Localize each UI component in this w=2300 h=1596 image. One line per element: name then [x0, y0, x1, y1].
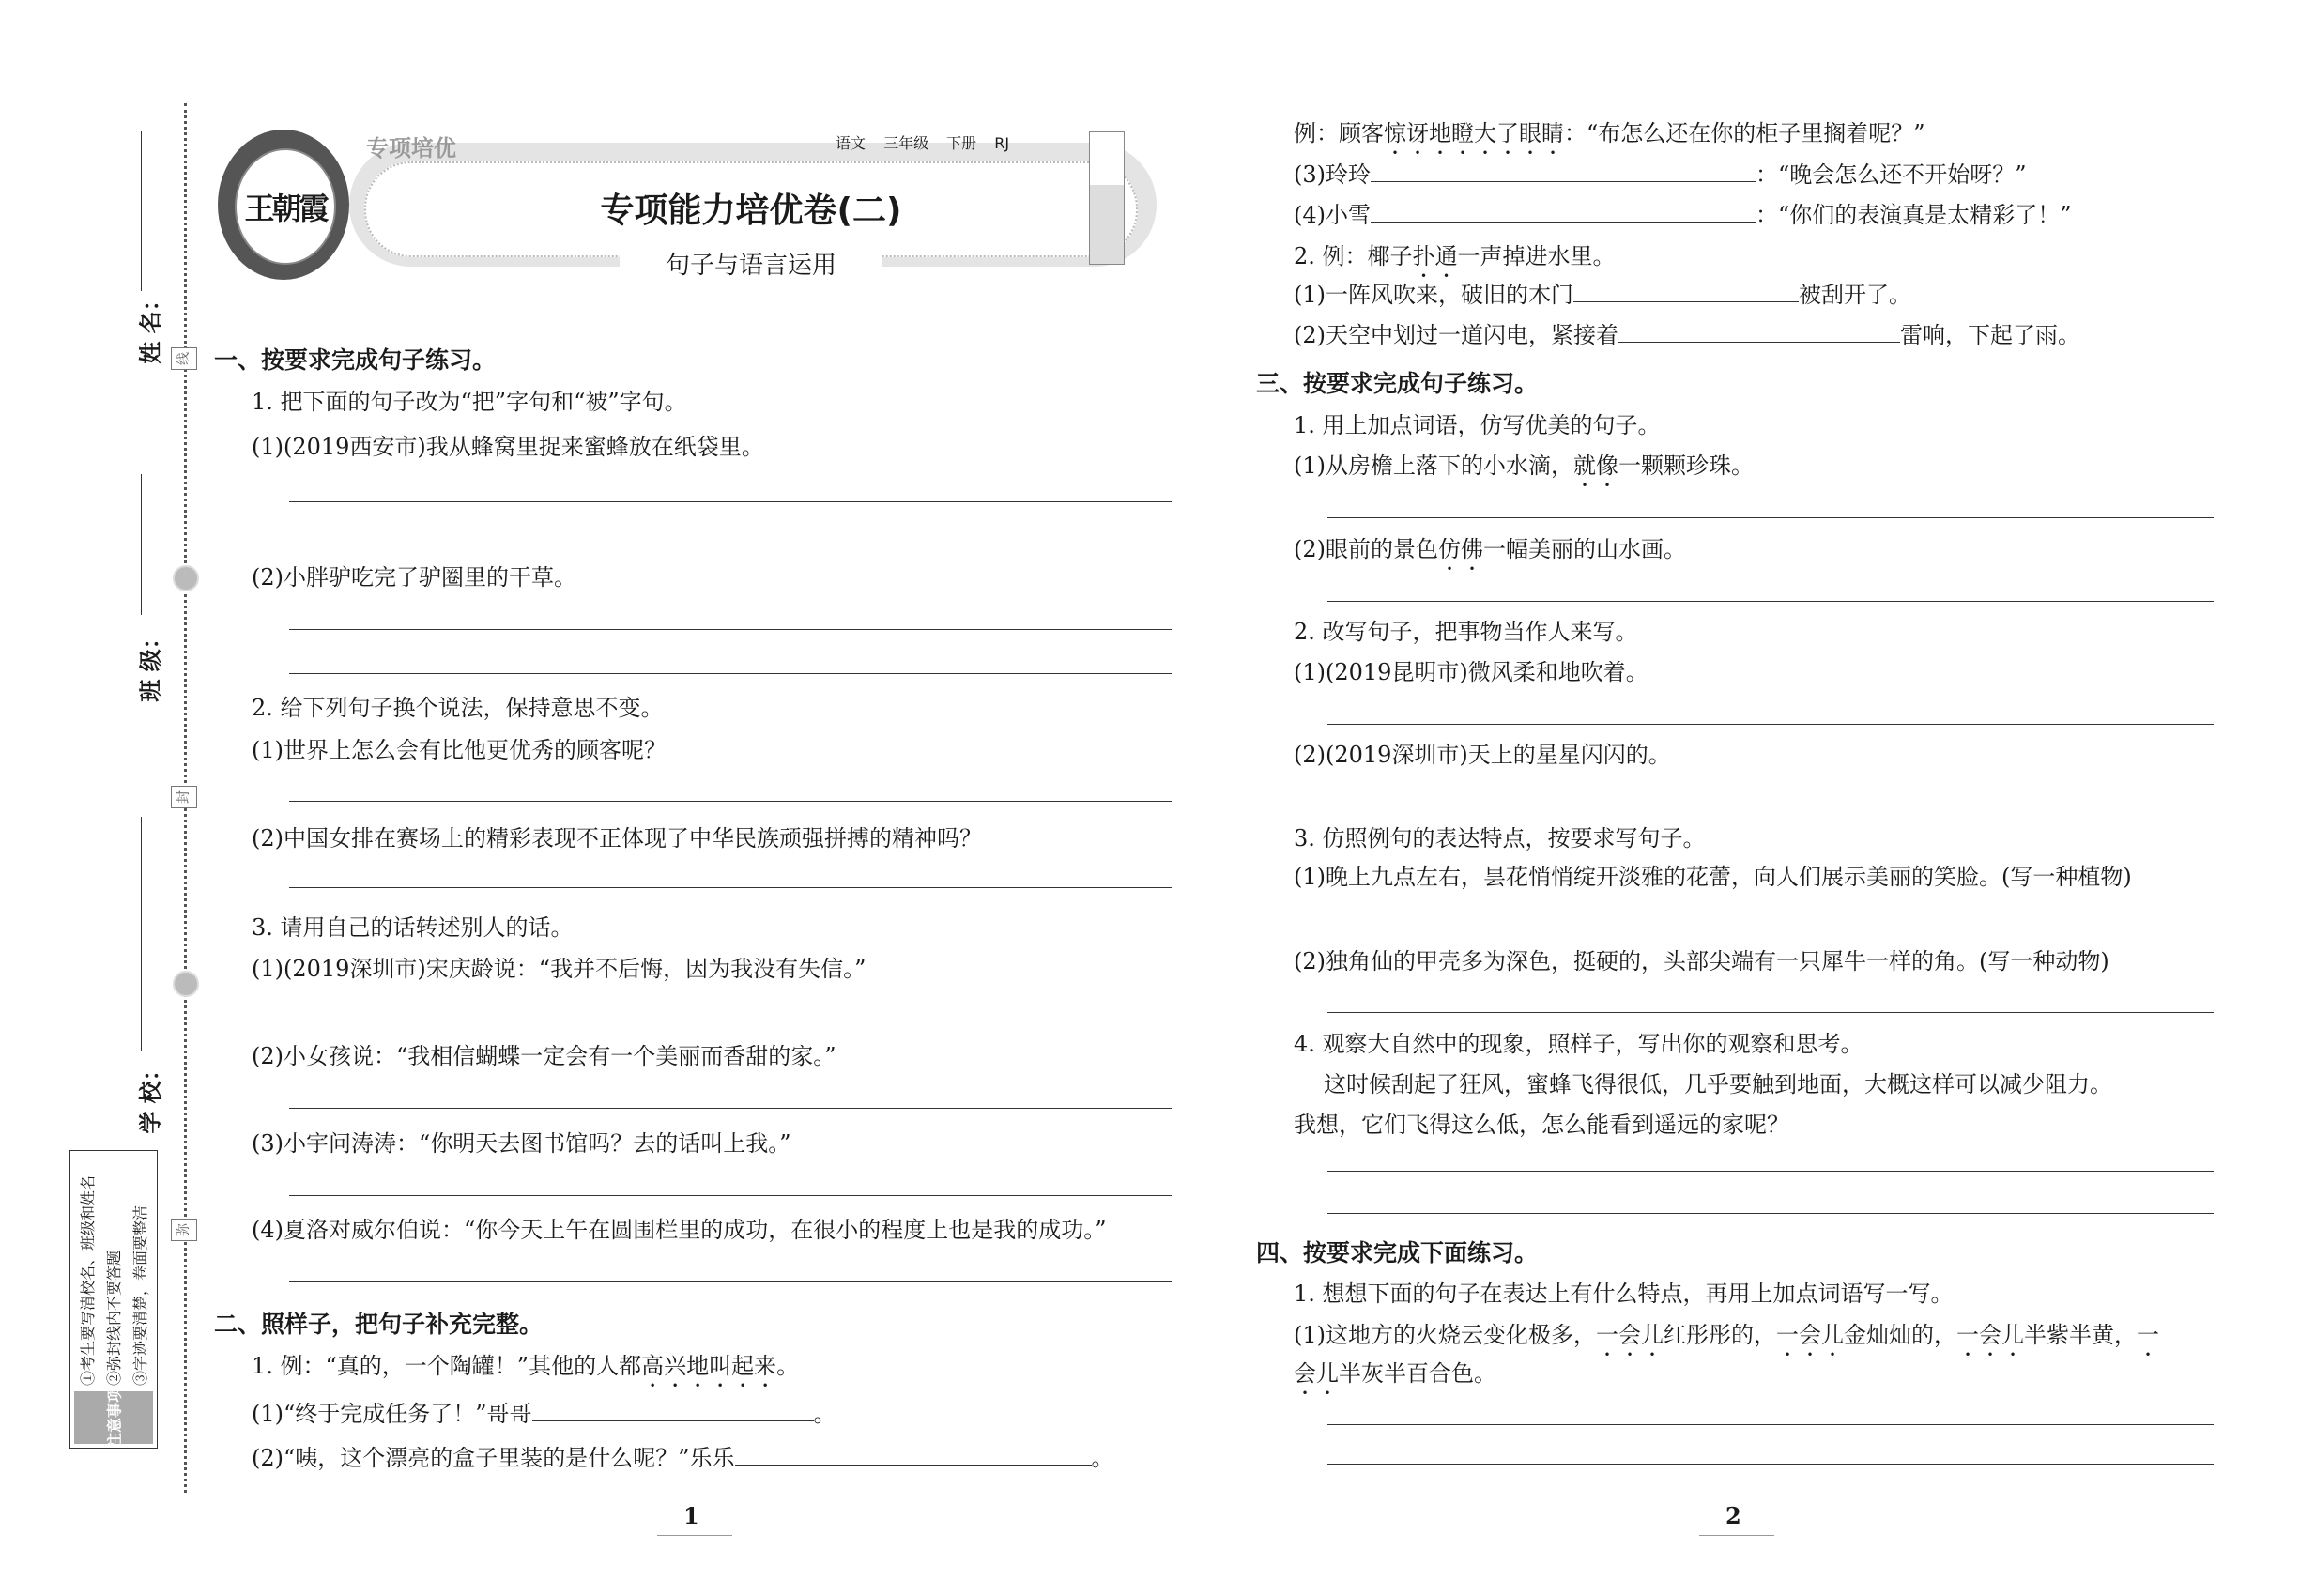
text-segment: (1)(2019深圳市)宋庆龄说：“我并不后悔，因为我没有失信。”: [252, 956, 866, 982]
text-segment: (2)天空中划过一道闪电，紧接着: [1294, 322, 1618, 348]
question-text: [252, 912, 574, 944]
brand-logo-inner: [235, 148, 336, 265]
emphasized-words: 一会儿: [1956, 1322, 2024, 1348]
text-segment: (2)小胖驴吃完了驴圈里的干草。: [252, 564, 576, 591]
text-segment: 。: [813, 1401, 836, 1427]
emphasized-words: 一会儿: [1776, 1322, 1844, 1348]
school-answer-line[interactable]: [141, 817, 142, 1051]
fill-in-blank[interactable]: [1371, 161, 1756, 182]
question-text: [1294, 1319, 2159, 1361]
question-text: [1294, 945, 2109, 977]
emphasized-words: 一会儿: [1596, 1322, 1664, 1348]
answer-line[interactable]: [289, 629, 1172, 630]
answer-line[interactable]: [1327, 1424, 2214, 1425]
page-ornament: [1699, 1527, 1774, 1536]
text-segment: ：“你们的表演真是太精彩了！”: [1756, 202, 2072, 228]
text-segment: (2)独角仙的甲壳多为深色，挺硬的，头部尖端有一只犀牛一样的角。(写一种动物): [1294, 948, 2109, 974]
question-text: [1294, 616, 1638, 648]
text-segment: 这时候刮起了狂风，蜜蜂飞得很低，几乎要触到地面，大概这样可以减少阻力。: [1324, 1071, 2112, 1097]
text-segment: 1. 想想下面的句子在表达上有什么特点，再用上加点词语写一写。: [1294, 1281, 1954, 1307]
question-text: [252, 1040, 836, 1072]
text-segment: (3)玲玲: [1294, 161, 1371, 188]
answer-line[interactable]: [1327, 1213, 2214, 1214]
question-text: [1294, 861, 2132, 893]
book-meta: 语文 三年级 下册 RJ: [836, 134, 1010, 152]
text-segment: 一幅美丽的山水画。: [1483, 536, 1686, 562]
text-segment: 。: [776, 1353, 800, 1379]
question-text: [1324, 1068, 2112, 1100]
question-text: [252, 1350, 799, 1392]
question-text: [1294, 319, 2080, 351]
question-text: [252, 1128, 791, 1159]
answer-line[interactable]: [1327, 517, 2214, 518]
name-answer-line[interactable]: [141, 131, 142, 291]
question-text: [252, 953, 866, 985]
answer-line[interactable]: [289, 1281, 1172, 1282]
emphasized-words: 会儿: [1294, 1360, 1339, 1387]
answer-line[interactable]: [1327, 1171, 2214, 1172]
marker-close: 弥: [171, 1219, 197, 1241]
emphasized-words: 就像: [1573, 453, 1618, 479]
answer-line[interactable]: [289, 501, 1172, 502]
name-label: 姓 名：: [137, 288, 164, 364]
notes-title: 注意事项: [105, 1387, 124, 1449]
page-subtitle: 句子与语言运用: [620, 246, 882, 281]
school-label: 学 校：: [137, 1058, 164, 1134]
question-text: [1294, 1278, 1954, 1310]
text-segment: (1)(2019昆明市)微风柔和地吹着。: [1294, 659, 1648, 685]
section-heading: [214, 345, 496, 376]
text-segment: 三、按要求完成句子练习。: [1256, 370, 1539, 397]
text-segment: 3. 请用自己的话转述别人的话。: [252, 914, 574, 941]
text-segment: 一、按要求完成句子练习。: [214, 346, 497, 374]
answer-line[interactable]: [1327, 724, 2214, 725]
fill-in-blank[interactable]: [1371, 201, 1756, 223]
text-segment: 2. 改写句子，把事物当作人来写。: [1294, 619, 1638, 645]
text-segment: (3)小宇问涛涛：“你明天去图书馆吗？去的话叫上我。”: [252, 1130, 791, 1157]
text-segment: 金灿灿的，: [1844, 1322, 1956, 1348]
text-segment: 4. 观察大自然中的现象，照样子，写出你的观察和思考。: [1294, 1031, 1863, 1057]
question-text: [252, 692, 664, 724]
question-text: [1294, 1028, 1863, 1060]
text-segment: ：“晚会怎么还不开始呀？”: [1756, 161, 2027, 188]
marker-seal: 封: [171, 786, 197, 808]
question-text: [252, 1214, 1107, 1246]
question-text: [1294, 1358, 1496, 1400]
answer-line[interactable]: [289, 887, 1172, 888]
text-segment: 。: [1091, 1445, 1114, 1471]
notes-title-tag: [74, 1387, 153, 1449]
section-heading: [1256, 1237, 1538, 1269]
text-segment: 被刮开了。: [1799, 282, 1911, 308]
question-text: [1294, 739, 1671, 771]
text-segment: ：“布怎么还在你的柜子里搁着呢？”: [1564, 120, 1925, 146]
brand-logo-text: 王朝霞: [244, 191, 327, 226]
text-segment: (1)世界上怎么会有比他更优秀的顾客呢？: [252, 737, 667, 763]
question-text: [1294, 199, 2072, 231]
text-segment: (4)小雪: [1294, 202, 1371, 228]
text-segment: 雷响，下起了雨。: [1900, 322, 2080, 348]
text-segment: 二、照样子，把句子补充完整。: [214, 1311, 544, 1338]
notes-box: [69, 1150, 158, 1449]
question-text: [1294, 1109, 1789, 1141]
text-segment: 四、按要求完成下面练习。: [1256, 1239, 1539, 1266]
text-segment: (1)从房檐上落下的小水滴，: [1294, 453, 1573, 479]
page-title: 专项能力培优卷(二): [600, 192, 902, 230]
section-heading: [1256, 368, 1538, 400]
question-text: [1294, 450, 1754, 492]
text-segment: (2)眼前的景色: [1294, 536, 1438, 562]
page-ornament: [657, 1527, 732, 1536]
text-segment: 半紫半黄，: [2024, 1322, 2137, 1348]
question-text: [1294, 409, 1661, 441]
text-segment: (1)(2019西安市)我从蜂窝里捉来蜜蜂放在纸袋里。: [252, 434, 764, 460]
text-segment: 例：顾客: [1294, 120, 1384, 146]
text-segment: 1. 例：“真的，一个陶罐！”其他的人都: [252, 1353, 642, 1379]
swirl-icon: [173, 971, 199, 997]
page-number-left: 1: [683, 1502, 699, 1529]
swirl-icon: [173, 565, 199, 591]
text-segment: (2)小女孩说：“我相信蝴蝶一定会有一个美丽而香甜的家。”: [252, 1043, 836, 1069]
marker-line: 线: [171, 347, 197, 370]
page-number-right: 2: [1725, 1502, 1741, 1529]
section-heading: [214, 1309, 543, 1341]
text-segment: 一声掉进水里。: [1457, 243, 1616, 269]
fill-in-blank[interactable]: [532, 1400, 814, 1421]
text-segment: 半灰半百合色。: [1339, 1360, 1496, 1387]
question-text: [1294, 240, 1616, 283]
text-segment: (1)这地方的火烧云变化极多，: [1294, 1322, 1596, 1348]
question-text: [1294, 159, 2027, 191]
note-item: ②弥封线内不要答题: [105, 1250, 123, 1386]
emphasized-words: 一: [2137, 1322, 2159, 1348]
question-text: [252, 561, 576, 593]
answer-line[interactable]: [289, 1108, 1172, 1109]
answer-line[interactable]: [1327, 1464, 2214, 1465]
text-segment: (2)(2019深圳市)天上的星星闪闪的。: [1294, 742, 1671, 768]
fill-in-blank[interactable]: [1618, 321, 1900, 343]
answer-line[interactable]: [289, 1195, 1172, 1196]
emphasized-words: 惊讶地瞪大了眼睛: [1384, 120, 1564, 146]
fill-in-blank[interactable]: [735, 1444, 1092, 1466]
text-segment: 2. 给下列句子换个说法，保持意思不变。: [252, 695, 664, 721]
class-label: 班 级：: [137, 626, 164, 702]
question-text: [1294, 656, 1648, 688]
note-item: ①考生要写清校名、班级和姓名: [79, 1174, 97, 1386]
text-segment: (1)“终于完成任务了！”哥哥: [252, 1401, 532, 1427]
text-segment: (1)一阵风吹来，破旧的木门: [1294, 282, 1573, 308]
emphasized-words: 仿佛: [1438, 536, 1483, 562]
text-segment: 3. 仿照例句的表达特点，按要求写句子。: [1294, 825, 1706, 852]
question-text: [252, 431, 764, 463]
question-text: [252, 386, 687, 418]
text-segment: 红彤彤的，: [1664, 1322, 1776, 1348]
question-text: [1294, 117, 1925, 160]
text-segment: 一颗颗珍珠。: [1618, 453, 1754, 479]
text-segment: (2)中国女排在赛场上的精彩表现不正体现了中华民族顽强拼搏的精神吗？: [252, 825, 982, 852]
text-segment: 我想，它们飞得这么低，怎么能看到遥远的家呢？: [1294, 1112, 1789, 1138]
text-segment: (4)夏洛对威尔伯说：“你今天上午在圆围栏里的成功，在很小的程度上也是我的成功。”: [252, 1217, 1107, 1243]
emphasized-words: 扑通: [1412, 243, 1458, 269]
class-answer-line[interactable]: [141, 474, 142, 615]
text-segment: 1. 把下面的句子改为“把”字句和“被”字句。: [252, 389, 687, 415]
note-item: ③字迹要清楚，卷面要整洁: [131, 1205, 149, 1386]
text-segment: (2)“咦，这个漂亮的盒子里装的是什么呢？”乐乐: [252, 1445, 735, 1471]
answer-line[interactable]: [289, 801, 1172, 802]
series-tag: 专项培优: [366, 135, 456, 161]
text-segment: 1. 用上加点词语，仿写优美的句子。: [1294, 412, 1661, 438]
question-text: [1294, 279, 1911, 311]
question-text: [252, 734, 667, 766]
question-text: [1294, 533, 1686, 575]
question-text: [252, 1442, 1114, 1474]
text-segment: (1)晚上九点左右，昙花悄悄绽开淡雅的花蕾，向人们展示美丽的笑脸。(写一种植物): [1294, 864, 2132, 890]
question-text: [252, 1398, 836, 1430]
answer-line[interactable]: [1327, 601, 2214, 602]
fill-in-blank[interactable]: [1573, 281, 1799, 302]
question-text: [252, 822, 982, 854]
emphasized-words: 高兴地叫起来: [641, 1353, 777, 1379]
answer-line[interactable]: [1327, 1012, 2214, 1013]
text-segment: 2. 例：椰子: [1294, 243, 1413, 269]
question-text: [1294, 822, 1706, 854]
answer-line[interactable]: [289, 673, 1172, 674]
